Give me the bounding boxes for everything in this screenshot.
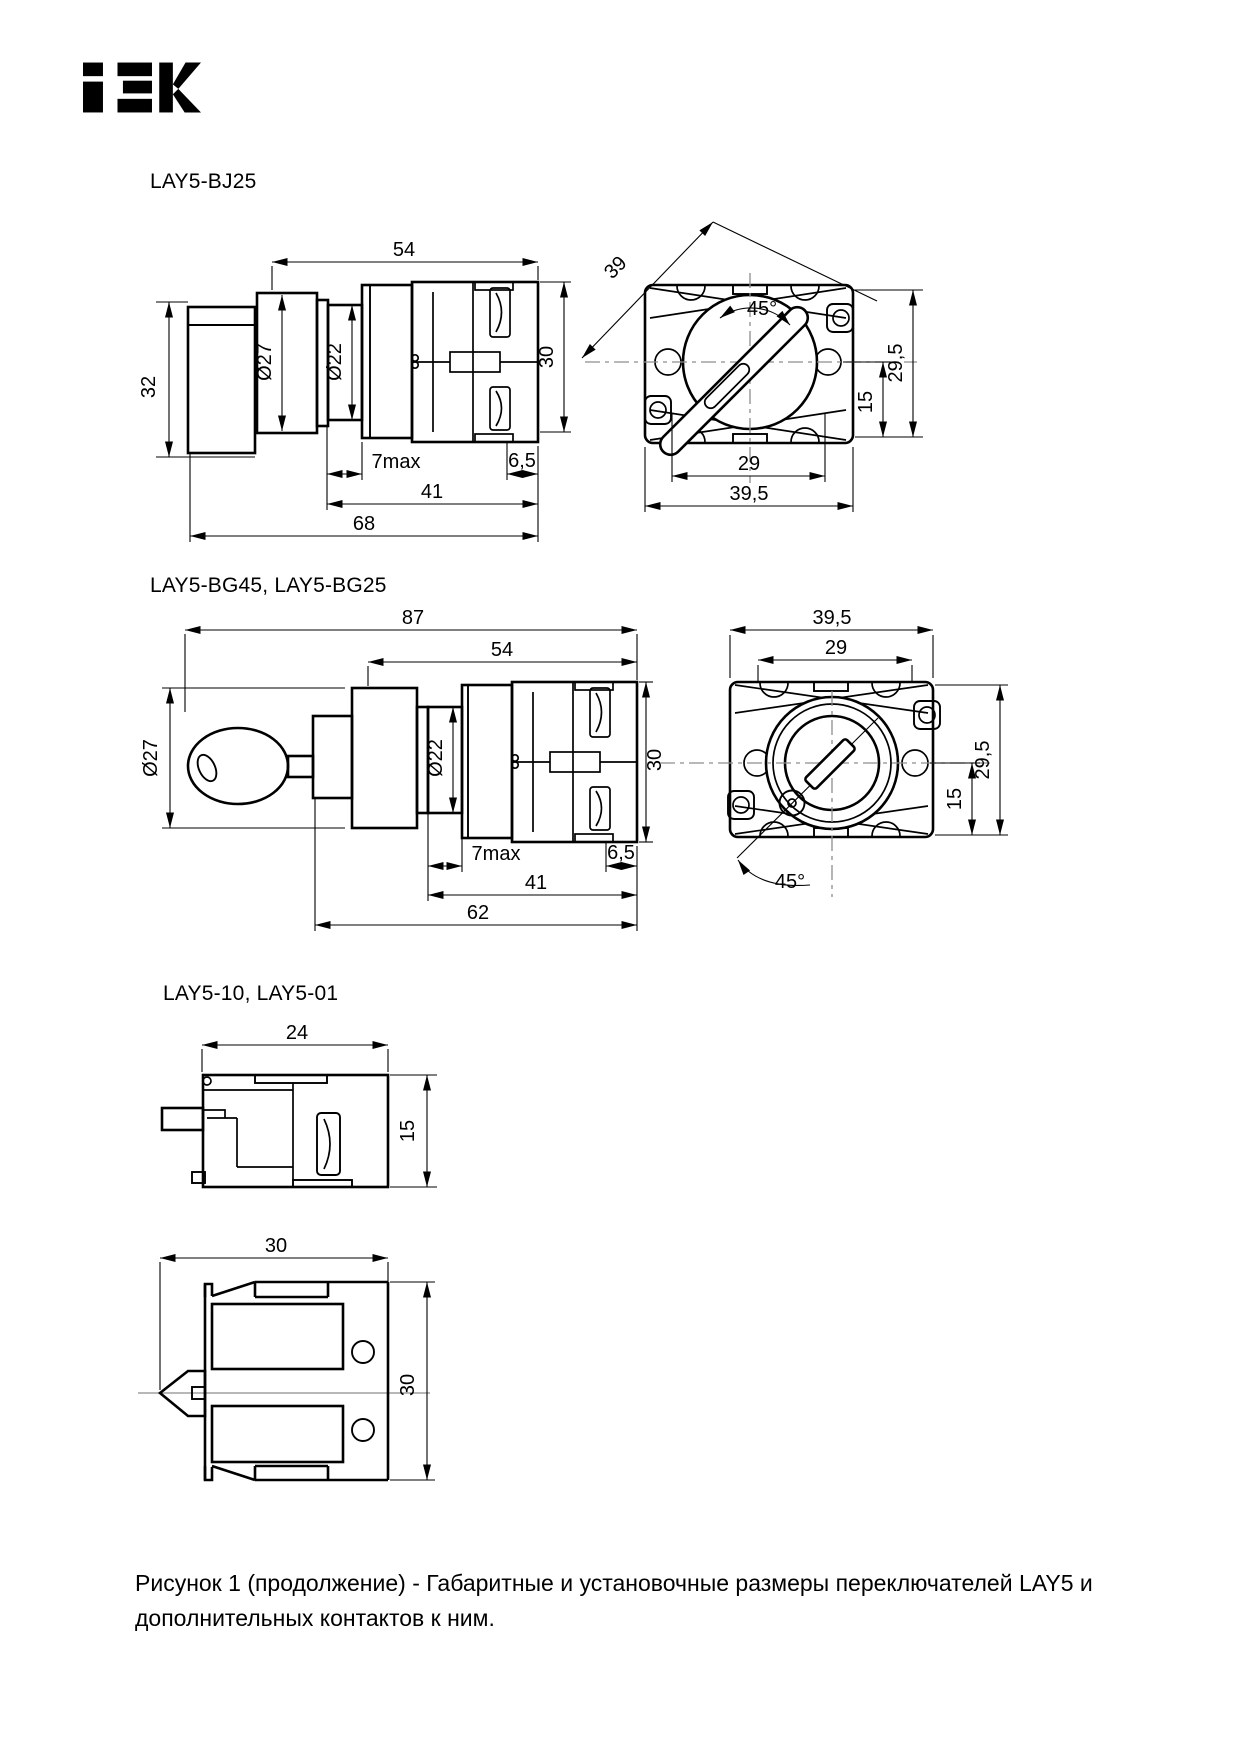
dim-label: 39,5 [812, 607, 852, 629]
dim-label: 30 [536, 345, 558, 369]
drawing-lay5-10-top-view [130, 1235, 460, 1510]
dim-label: 30 [397, 1373, 419, 1397]
dim-label: 7max [471, 843, 521, 865]
dim-label: 41 [420, 481, 444, 503]
dim-label: 45° [746, 298, 778, 320]
dim-label: 87 [401, 607, 425, 629]
dim-label: 68 [352, 513, 376, 535]
dim-label: 30 [644, 748, 666, 772]
iek-logo-icon [83, 61, 201, 114]
dim-label: 45° [774, 871, 806, 893]
key [188, 728, 288, 804]
contact-block-internals [412, 282, 538, 442]
drawing-lay5-bj25-side-view [130, 240, 590, 550]
block-internals [203, 1083, 293, 1180]
dim-label: Ø22 [324, 343, 346, 381]
dim-label: 41 [524, 872, 548, 894]
section-title-lay5-bj25: LAY5-BJ25 [150, 170, 257, 193]
dim-label: 15 [944, 787, 966, 811]
caption-line-1: Рисунок 1 (продолжение) - Габаритные и установочные размеры переключателей LAY5 и [135, 1570, 1093, 1596]
dim-label: 62 [466, 902, 490, 924]
caption-line-2: дополнительных контактов к ним. [135, 1604, 495, 1631]
dim-label: 39,5 [729, 483, 769, 505]
dim-label: Ø27 [140, 739, 162, 777]
dim-label: 30 [264, 1235, 288, 1257]
dim-label: 6,5 [508, 450, 536, 472]
dim-label: 15 [855, 390, 877, 414]
section-title-lay5-10-01: LAY5-10, LAY5-01 [163, 982, 339, 1005]
dim-label: 39 [600, 252, 632, 284]
drawing-lay5-bj25-front-view [555, 165, 955, 520]
drawing-lay5-bg-front-view [640, 595, 1020, 925]
dim-label: 7max [371, 451, 421, 473]
dim-label: 29,5 [972, 740, 994, 780]
dim-label: Ø22 [425, 739, 447, 777]
iek-logo [83, 61, 201, 119]
dim-label: 54 [392, 239, 416, 261]
mount-plate-outline [205, 1282, 388, 1480]
dim-label: 15 [397, 1119, 419, 1143]
dim-label: Ø27 [254, 343, 276, 381]
drawing-lay5-bg-side-view [140, 600, 685, 945]
figure-caption [135, 1566, 1145, 1635]
dim-label: 54 [490, 639, 514, 661]
dim-label: 29,5 [885, 343, 907, 383]
dim-label: 24 [285, 1022, 309, 1044]
drawing-lay5-10-side-view [150, 1020, 460, 1200]
dim-label: 6,5 [607, 842, 635, 864]
contact-block-internals [512, 682, 637, 842]
dim-label: 29 [737, 453, 761, 475]
dim-label: 32 [138, 375, 160, 399]
section-title-lay5-bg45-bg25: LAY5-BG45, LAY5-BG25 [150, 574, 387, 597]
dim-label: 29 [824, 637, 848, 659]
